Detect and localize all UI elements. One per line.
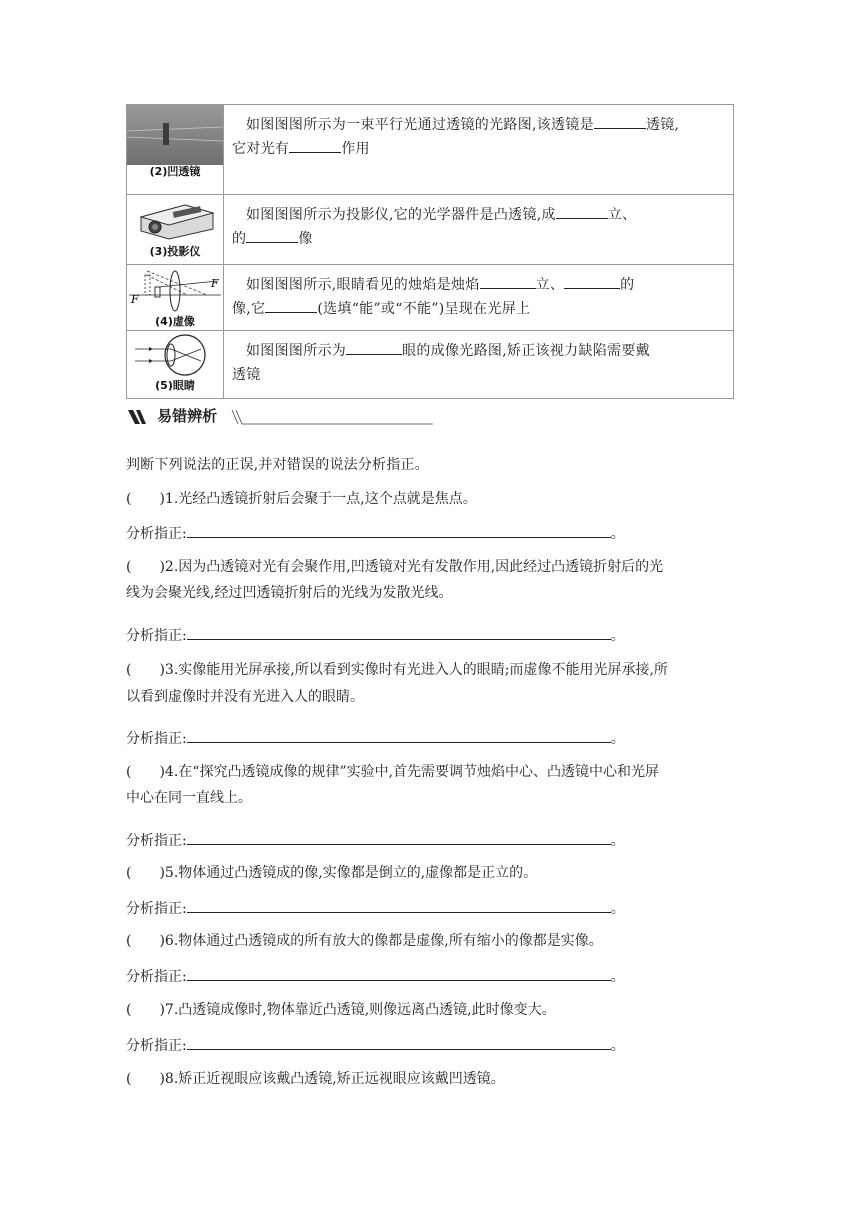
- fill-blank[interactable]: [265, 298, 317, 313]
- answer-input-line[interactable]: [187, 523, 611, 538]
- question-text: 以看到虚像时并没有光进入人的眼睛。: [126, 689, 364, 705]
- question-text: ( )4.在“探究凸透镜成像的规律”实验中,首先需要调节烛焰中心、凸透镜中心和光屏: [126, 764, 660, 780]
- row-text: [224, 331, 734, 399]
- answer-end-mark: 。: [610, 731, 625, 747]
- question-text: ( )6.物体通过凸透镜成的所有放大的像都是虚像,所有缩小的像都是实像。: [126, 933, 603, 949]
- focus-label: F: [211, 277, 219, 290]
- answer-label: 分析指正:: [126, 833, 187, 849]
- answer-row: [126, 898, 736, 919]
- row-text: [224, 265, 734, 331]
- concave-lens-photo: [127, 105, 223, 165]
- section-title: 易错辨析: [157, 407, 218, 425]
- question-text: 线为会聚光线,经过凹透镜折射后的光线为发散光线。: [126, 585, 453, 601]
- figure-table: [126, 104, 734, 399]
- question-text: ( )5.物体通过凸透镜成的像,实像都是倒立的,虚像都是正立的。: [126, 865, 538, 881]
- row-text-segment: 它对光有: [232, 141, 290, 157]
- answer-row: [126, 966, 736, 987]
- row-text-segment: 如图图图所示为: [246, 343, 347, 359]
- question-text: ( )2.因为凸透镜对光有会聚作用,凹透镜对光有发散作用,因此经过凸透镜折射后的光: [126, 559, 664, 575]
- answer-label: 分析指正:: [126, 901, 187, 917]
- answer-end-mark: 。: [610, 969, 625, 985]
- answer-label: 分析指正:: [126, 731, 187, 747]
- row-text-segment: 像,它: [232, 301, 266, 317]
- answer-input-line[interactable]: [187, 830, 611, 845]
- answer-end-mark: 。: [610, 628, 625, 644]
- figure-cell: [127, 195, 224, 265]
- document-page: [126, 104, 736, 1115]
- row-text-segment: 立、: [535, 277, 565, 293]
- answer-input-line[interactable]: [187, 966, 611, 981]
- answer-input-line[interactable]: [187, 625, 611, 640]
- row-text: [224, 195, 734, 265]
- answer-row: [126, 830, 736, 851]
- slash-mark-icon: [126, 408, 152, 426]
- table-row: [127, 195, 734, 265]
- row-text-segment: 立、: [607, 207, 637, 223]
- figure-cell: [127, 331, 224, 399]
- answer-label: 分析指正:: [126, 526, 187, 542]
- question-text: ( )3.实像能用光屏承接,所以看到实像时有光进入人的眼睛;而虚像不能用光屏承接,所: [126, 662, 668, 678]
- answer-end-mark: 。: [610, 901, 625, 917]
- table-row: [127, 265, 734, 331]
- header-rule-icon: [228, 408, 438, 426]
- figure-caption: (3)投影仪: [149, 245, 201, 258]
- figure-caption: (5)眼睛: [155, 379, 195, 392]
- answer-label: 分析指正:: [126, 628, 187, 644]
- fill-blank[interactable]: [480, 274, 536, 289]
- row-text-segment: 眼的成像光路图,矫正该视力缺陷需要戴: [402, 343, 650, 359]
- row-text-segment: 像: [298, 231, 313, 247]
- answer-row: [126, 523, 736, 544]
- answer-input-line[interactable]: [187, 1035, 611, 1050]
- fill-blank[interactable]: [556, 204, 608, 219]
- question-text: 中心在同一直线上。: [126, 790, 252, 806]
- row-text-segment: 的: [232, 231, 247, 247]
- answer-label: 分析指正:: [126, 969, 187, 985]
- answer-end-mark: 。: [610, 526, 625, 542]
- answer-input-line[interactable]: [187, 898, 611, 913]
- row-text: [224, 105, 734, 195]
- answer-row: [126, 625, 736, 646]
- row-text-segment: (选填“能”或“不能”)呈现在光屏上: [317, 301, 531, 317]
- table-row: [127, 331, 734, 399]
- virtual-image-diagram: [127, 265, 223, 315]
- answer-end-mark: 。: [610, 1038, 625, 1054]
- section-header: [126, 405, 736, 435]
- intro-text: 判断下列说法的正误,并对错误的说法分析指正。: [126, 457, 429, 473]
- projector-icon: [127, 195, 223, 245]
- row-text-segment: 作用: [341, 141, 370, 157]
- row-text-segment: 透镜,: [645, 117, 680, 133]
- eye-diagram: [127, 331, 223, 379]
- answer-end-mark: 。: [610, 833, 625, 849]
- fill-blank[interactable]: [246, 228, 298, 243]
- focus-label: F: [131, 293, 139, 306]
- question-text: ( )7.凸透镜成像时,物体靠近凸透镜,则像远离凸透镜,此时像变大。: [126, 1002, 556, 1018]
- question-text: ( )8.矫正近视眼应该戴凸透镜,矫正远视眼应该戴凹透镜。: [126, 1071, 505, 1087]
- answer-row: [126, 1035, 736, 1056]
- question-text: ( )1.光经凸透镜折射后会聚于一点,这个点就是焦点。: [126, 491, 477, 507]
- question-area: [126, 435, 736, 1115]
- answer-input-line[interactable]: [187, 728, 611, 743]
- fill-blank[interactable]: [346, 340, 402, 355]
- row-text-segment: 如图图图所示为一束平行光通过透镜的光路图,该透镜是: [246, 117, 594, 133]
- figure-cell: [127, 105, 224, 195]
- figure-caption: (2)凹透镜: [149, 165, 201, 178]
- figure-cell: [127, 265, 224, 331]
- row-text-segment: 如图图图所示,眼睛看见的烛焰是烛焰: [246, 277, 480, 293]
- row-text-segment: 透镜: [232, 367, 261, 383]
- row-text-segment: 的: [620, 277, 635, 293]
- fill-blank[interactable]: [564, 274, 620, 289]
- row-text-segment: 如图图图所示为投影仪,它的光学器件是凸透镜,成: [246, 207, 556, 223]
- fill-blank[interactable]: [594, 114, 646, 129]
- figure-caption: (4)虚像: [155, 315, 195, 328]
- fill-blank[interactable]: [289, 138, 341, 153]
- table-row: [127, 105, 734, 195]
- answer-label: 分析指正:: [126, 1038, 187, 1054]
- answer-row: [126, 728, 736, 749]
